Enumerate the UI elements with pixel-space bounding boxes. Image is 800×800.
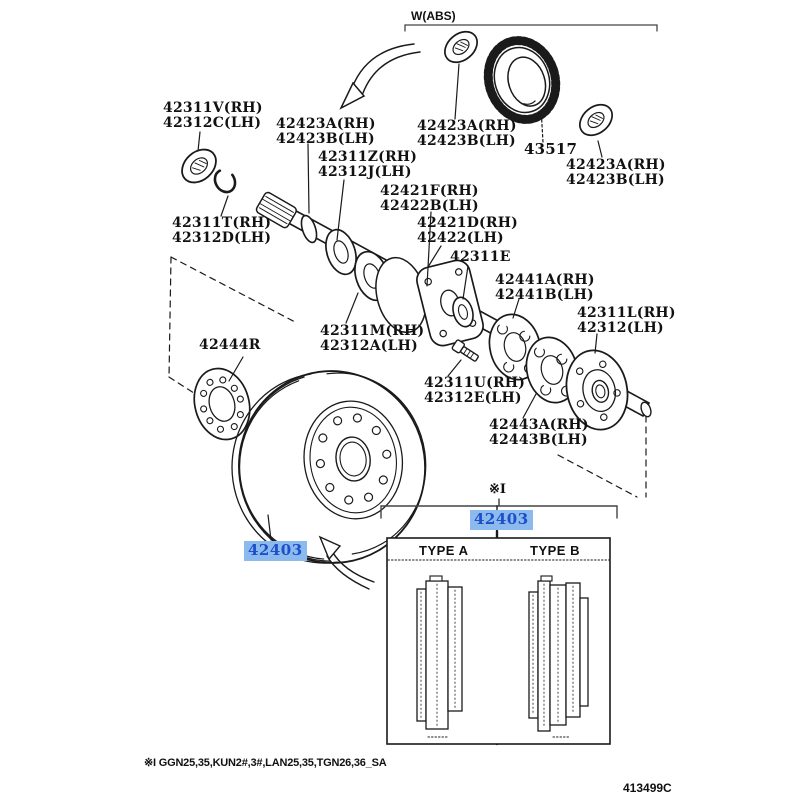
part-label-42423a-left[interactable]: 42423A(RH) 42423B(LH)	[276, 116, 376, 147]
wabs-tag: W(ABS)	[411, 9, 456, 23]
figure-code: 413499C	[623, 781, 672, 795]
type-a-header: TYPE A	[419, 543, 469, 558]
part-label-42311v[interactable]: 42311V(RH) 42312C(LH)	[163, 100, 263, 131]
part-label-42311z[interactable]: 42311Z(RH) 42312J(LH)	[318, 149, 418, 180]
part-label-42311t[interactable]: 42311T(RH) 42312D(LH)	[172, 215, 272, 246]
abs-seal-left-drawing	[439, 25, 483, 68]
part-label-42443a[interactable]: 42443A(RH) 42443B(LH)	[489, 417, 589, 448]
ref-mark: ※I	[489, 482, 506, 497]
part-label-42403-selected-drum[interactable]: 42403	[244, 541, 307, 561]
washer-42423-drawing	[298, 214, 319, 245]
part-label-42444r[interactable]: 42444R	[199, 337, 261, 353]
part-label-42311u[interactable]: 42311U(RH) 42312E(LH)	[424, 375, 526, 406]
part-label-42311e[interactable]: 42311E	[450, 249, 511, 265]
abs-rotor-43517-drawing	[478, 32, 565, 128]
backing-plate-42421d-drawing	[414, 258, 486, 349]
footnote-applicability: ※I GGN25,35,KUN2#,3#,LAN25,35,TGN26,36_SA	[144, 757, 387, 769]
part-label-42441a[interactable]: 42441A(RH) 42441B(LH)	[495, 272, 595, 303]
bolt-42311u-drawing	[452, 339, 481, 363]
pointer-arrow-top	[341, 44, 420, 108]
part-label-42421d[interactable]: 42421D(RH) 42422(LH)	[417, 215, 518, 246]
part-label-42403-selected-box[interactable]: 42403	[470, 510, 533, 530]
part-label-43517[interactable]: 43517	[524, 140, 578, 158]
type-b-header: TYPE B	[530, 543, 580, 558]
part-label-42423a-right[interactable]: 42423A(RH) 42423B(LH)	[566, 157, 666, 188]
wabs-bracket	[405, 25, 657, 31]
part-label-42421f[interactable]: 42421F(RH) 42422B(LH)	[380, 183, 479, 214]
type-table-drawing	[387, 538, 610, 744]
type-b-section-drawing	[529, 576, 588, 737]
part-label-42311m[interactable]: 42311M(RH) 42312A(LH)	[320, 323, 425, 354]
abs-seal-right-drawing	[574, 98, 618, 141]
part-label-42311l[interactable]: 42311L(RH) 42312(LH)	[577, 305, 676, 336]
snap-ring-42311t-drawing	[211, 166, 239, 195]
part-label-42423a-mid[interactable]: 42423A(RH) 42423B(LH)	[417, 118, 517, 149]
